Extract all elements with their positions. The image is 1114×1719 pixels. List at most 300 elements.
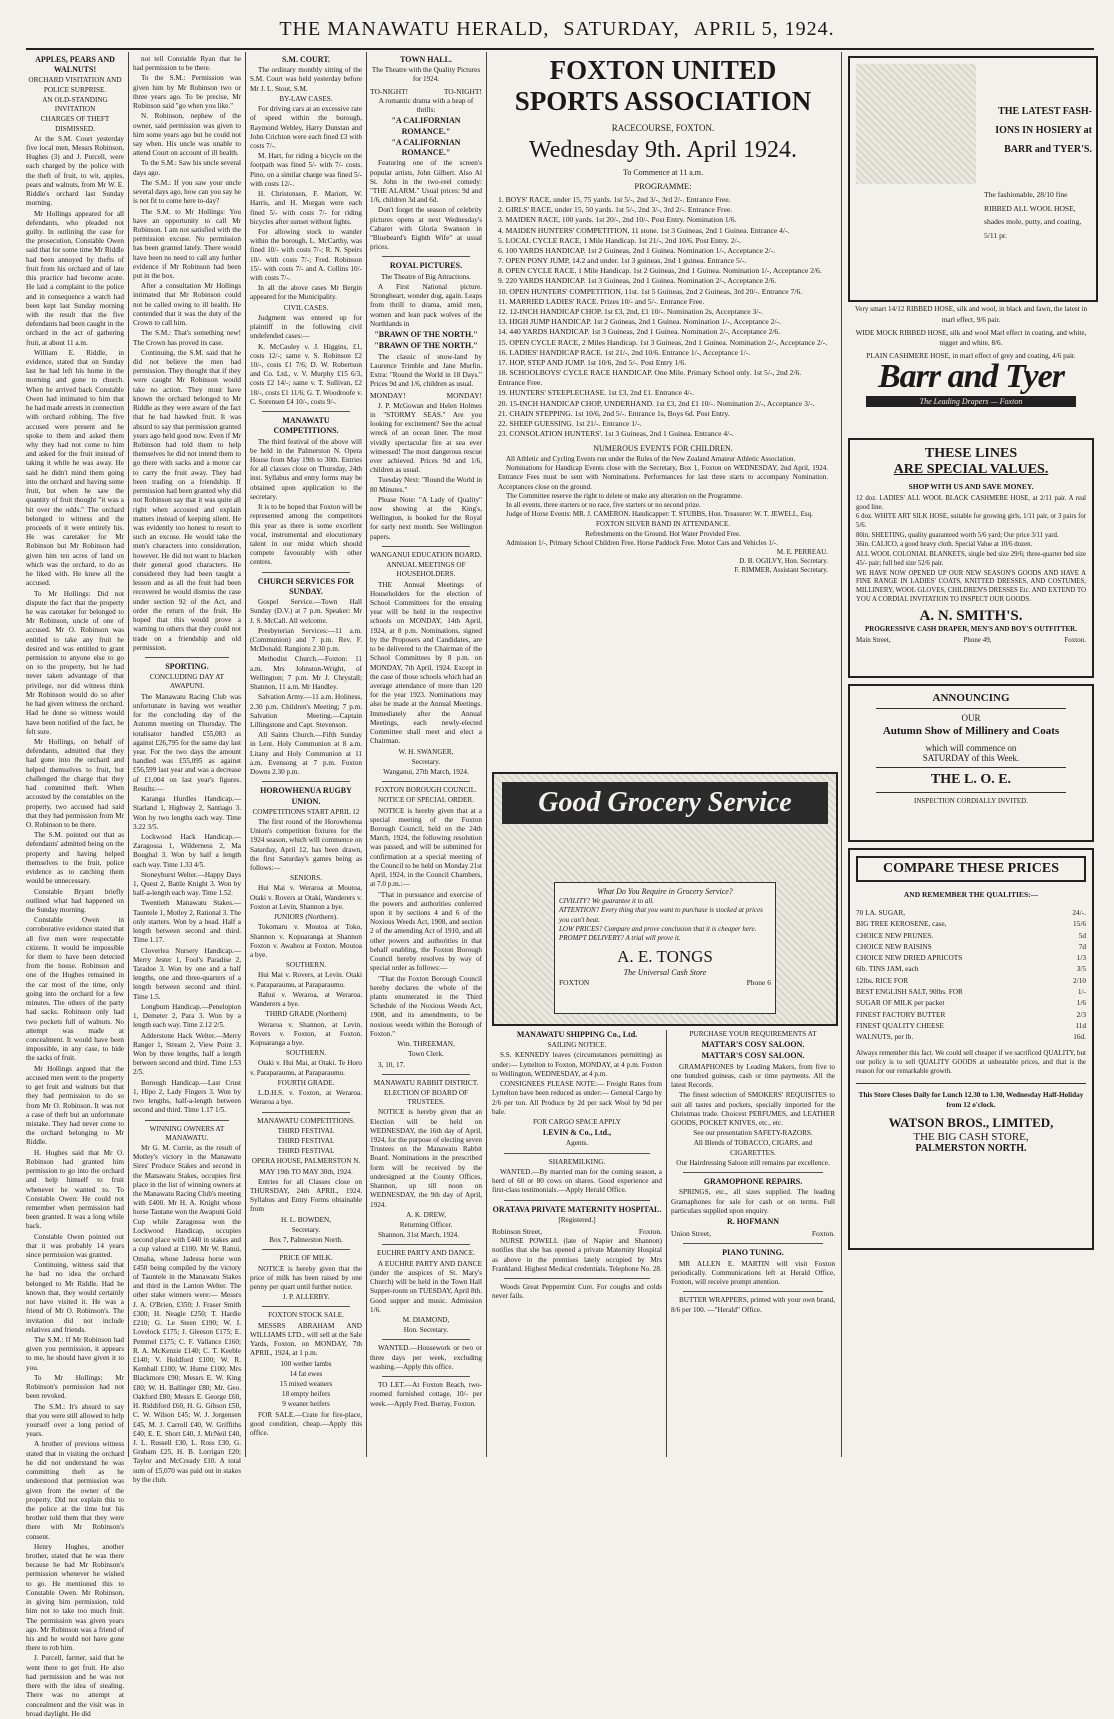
ad-heading: MANAWATU COMPETITIONS. <box>257 1116 355 1125</box>
paragraph: The third festival of the above will be held in the Palmerston N. Opera House from May 19th to 30th. Entries for all classes close on Thursday, 24th inst. Syllabus and entry forms may be obtained upon application to the secretary. <box>250 437 362 501</box>
section-heading: HOROWHENUA RUGBY UNION. <box>260 786 352 806</box>
rules-text: In all events, three starters or no race, five starters or no second prize. <box>506 500 701 509</box>
officials-text: Judge of Horse Events: MR. J. CAMERON. Handicapper: T. STUBBS, Hon. Treasurer: W. T. JEWELL, Esq. <box>506 509 813 518</box>
paragraph: WANTED.—By married man for the coming season, a herd of 60 or 80 cows on shares. Good experience and first-class testimonials.—Apply Herald Office. <box>492 1167 662 1195</box>
price-row <box>856 907 1086 918</box>
section-rule <box>262 411 350 412</box>
sports-event: 1. BOYS' RACE, under 15, 75 yards. 1st 5/-, 2nd 3/-, 3rd 2/-. Entrance Free. <box>498 195 731 205</box>
paragraph: NOTICE is hereby given that an Election will be held on WEDNESDAY, the 16th day of April, 1924, for the purpose of electing seven Trustees on the Manawatu Rabbit Board. Nominations in the prescribed form will be received by the undersigned at the County Offices, Shannon, up till noon on WEDNESDAY, the 9th day of April, 1924. <box>370 1108 482 1209</box>
ad-line: THIRD FESTIVAL <box>277 1126 335 1135</box>
paragraph: THE Annual Meetings of Householders for the election of School Committees for the ensuing year will be held in the respective schools on MONDAY, 14th April, 1924, at 8 p.m. Nominations, signed by the Proposers and Candidates, are to be delivered to the Chairman of the School Committees by 8 p.m. on MONDAY, 7th April, 1924. Except in the case of those schools which had an average attendance of more than 120 for the year 1923. Nominations may also be made at the Annual Meetings. Immediately after the Annual Meetings, each newly-elected Committee shall meet and elect a Chairman. <box>370 580 482 746</box>
price-row <box>856 1031 1086 1042</box>
paragraph: GRAMAPHONES by Leading Makers, from five to one hundred guineas, cash or time payments. All the latest Records. <box>671 1062 835 1090</box>
signature: Secretary. <box>291 1225 321 1234</box>
paragraph: N. Robinson, nephew of the owner, said permission was given to him some years ago but he could not say when. His uncle was unable to attend Court on account of ill health. <box>133 112 241 158</box>
signature: H. L. BOWDEN, <box>280 1215 332 1224</box>
sports-event: 13. HIGH JUMP HANDICAP. 1st 2 Guineas, 2nd 1 Guinea. Nomination 1/-, Acceptance 2/-. <box>498 317 781 327</box>
paragraph: Otaki v. Hui Mai, at Otaki. Te Horo v. Paraparaumu, at Paraparaumu. <box>250 1059 362 1077</box>
film-title: "BRAWN OF THE NORTH." <box>374 330 478 340</box>
ad-line: The Theatre of Big Attractions. <box>381 272 471 281</box>
section-rule <box>382 1244 470 1245</box>
price-row <box>856 997 1086 1008</box>
paragraph: The classic of snow-land by Laurence Trimble and Jane Murfin. Extra: "Round the World in 18 Days." Prices 9d and 1/6, children as usual. <box>370 352 482 389</box>
signature: Hon. Secretary. <box>403 1326 449 1335</box>
paragraph: Weraroa v. Shannon, at Levin. Rovers v. Foxton, at Foxton. Kopuaranga a bye. <box>250 1020 362 1047</box>
classified-ad: TO LET.—At Foxton Beach, two-roomed furnished cottage, 10/- per week.—Apply Fred. Burray, Foxton. <box>370 1381 482 1408</box>
shop-name: MATTAR'S COSY SALOON. <box>701 1051 805 1061</box>
price-item-price: 7d <box>1078 941 1086 951</box>
paragraph: William E. Riddle, in evidence, stated that on Sunday last he had left his home in the morning and gone to church. When he arrived back Constable Owen had intimated to him that he had made arrests in connection with orchard robbing. The five accused were present and he spoke to them and asked them why they had not come to him and asked for the fruit instead of taking it while he was away. He said he didn't mind them going into the orchard and having some fruit, but when he saw the quantity of fruit thought "it was a bit over the odds." The orchard belonged to witness and the proceeds of it were entirely his. He was caretaker for Mr Robinson but Mr Robinson had given him ten acres of land on which was the orchard, to do as he liked with. He knew all the accused. <box>26 348 124 588</box>
column-divider <box>366 52 367 1457</box>
ad-line: 9 weaner heifers <box>282 1400 330 1409</box>
barr-heading-line: BARR and TYER'S. <box>1004 144 1092 155</box>
ad-heading: PIANO TUNING. <box>722 1248 784 1258</box>
loe-name: THE L. O. E. <box>930 772 1012 787</box>
street: Union Street, <box>671 1229 711 1239</box>
ad-line: PURCHASE YOUR REQUIREMENTS AT <box>689 1030 817 1038</box>
sports-event: 8. OPEN CYCLE RACE, 1 Mile Handicap. 1st 2 Guineas, 2nd 1 Guinea. Nomination 1/-, Acceptance 2/6. <box>498 266 822 276</box>
section-heading: CHURCH SERVICES FOR SUNDAY. <box>257 576 355 596</box>
address-row <box>492 1226 662 1237</box>
ad-line: Our Hairdressing Saloon still remains par excellence. <box>676 1158 830 1167</box>
ad-line: OPERA HOUSE, PALMERSTON N. <box>251 1157 361 1166</box>
monday-row <box>370 390 482 401</box>
watson-name: WATSON BROS., LIMITED, <box>888 1115 1054 1131</box>
paragraph: Mr G. M. Currie, as the result of Motley's victory in the Manawatu Sires' Produce Stakes and second in the Manawatu Stakes, occupies first place in the list of winning owners at the Manawatu Racing Club's meeting with £400. Mr H. A. Knight whose horse Tautane won the Awapuni Gold Cup while Zaragossa won the Lockwood Handicap, occupies second place with £440 in stakes and a cup valued at £100. Mr W. Ranui, Omaha, whose Jadessa horse won £450 being compiled by the victory of Tauntele in the Manawatu Stakes and third in the Lanton Welter. The other stake winners were:— Messrs J. A. O'Brien, £350; J. Fraser Smith £300; H. Neagle £250; T. Hardie £210; G. Le Steen £190; W. I. Lovelock £175; J. Gleeson £175; E. Pemmel £175; C. F. Vallance £160; R. A. McKenzie £140; C. T. Keeble £140; V. Holdford £100; W. R. Kemball £100; W. Hume £100; Mrs Blackmore £90; Messrs E. W. King £80; W. H. Ballinger £80; Mr. Geo. Oakford £80; Messrs E. George £60, H. Riddiford £60, H. G. Gibson £50, C. W. Wilson £45; W. J. Jorgensen £45, M. J. Carroll £40, W. Griffiths £40; E. E. Short £40, J. McNeil £40, J. L. Russell £30, L. Ross £30, G. Graham £25, H. B. Lorrigan £20; Taylor and McCready £10. A total sum of £5,070 was paid out in stakes by the club. <box>133 1143 241 1484</box>
price-row <box>856 952 1086 963</box>
paragraph: Longburn Handicap.—Penelopion 1, Demeter 2, Para 3. Won by a length each way. Time 2.12 2/5. <box>133 1002 241 1030</box>
paragraph: Continuing, the S.M. said that he did not believe the men had permission. They thought that if they were caught Mr Robinson would take no action. They must have known the orchard belonged to Mr Riddle as they were aware of the fact that he had hawked fruit. It was absurd to say that permission granted years ago held good now. Even if Mr Robinson had told them to help themselves he did not intend them to go there with sacks and a motor car to carry the fruit away. They had been trading on a friendship. If permission had been granted why did not Robinson say that it was quite all right when accosted and explain matters instead of keeping silent. He was evidently too honest to resort to such an excuse. He would take the men's characters into consideration, however. He did not want to blacken their general good characters. He considered they had been taught a lesson and as all the fruit had been recovered he would dismiss the case under section 92 of the Act, and order the return of the fruit. He hoped that this would prove a warning to others that they could not trade on a friendship and old permission. <box>133 348 241 652</box>
grade-heading: SENIORS. <box>290 874 322 883</box>
classified-ad: WANTED.—Housework or two or three days per week, excluding washing.—Apply this office. <box>370 1344 482 1371</box>
grocery-point: PROMPT DELIVERY? A trial will prove it. <box>559 933 681 942</box>
column-6 <box>671 1030 835 1459</box>
grocery-point: CIVILITY? We guarantee it to all. <box>559 897 655 906</box>
paragraph: Tuesday Next: "Round the World in 80 Minutes." <box>370 476 482 494</box>
column-divider <box>841 52 842 1457</box>
grocery-panel <box>554 882 776 1014</box>
ad-subhead: NOTICE OF SPECIAL ORDER. <box>378 796 474 805</box>
band-notice: FOXTON SILVER BAND IN ATTENDANCE. <box>596 519 730 528</box>
watson-remember: AND REMEMBER THE QUALITIES:— <box>903 890 1039 899</box>
loe-invite: INSPECTION CORDIALLY INVITED. <box>914 797 1028 805</box>
section-heading: MANAWATU COMPETITIONS. <box>273 416 339 436</box>
watson-note: Always remember this fact. We could sell cheaper if we sacrificed QUALITY, but our policy is to sell QUALITY GOODS at unbeatable prices, and that is the reason for our remarkable growth. <box>856 1048 1086 1076</box>
loe-our: OUR <box>961 713 981 723</box>
price-item-name: BIG TREE KEROSENE, case, <box>856 919 947 929</box>
sports-event: 19. HUNTERS' STEEPLECHASE. 1st £3, 2nd £1. Entrance 4/-. <box>498 388 695 398</box>
paragraph: The S.M. pointed out that as defendants' admitted being on the property and having helped themselves to the fruit, police evidence as to catching them would be unnecessary. <box>26 831 124 886</box>
barr-item: WIDE MOCK RIBBED HOSE, silk and wool Marl effect in coating, and white, nigger and white, 8/6. <box>855 328 1087 348</box>
price-row <box>856 941 1086 952</box>
paragraph: Mr Hollings, on behalf of defendants, admitted that they had gone into the orchard and helped themselves to fruit, but challenged the charge that they had committed theft. When accosted by the constables on the property, two accused had said that they had permission from Mr O. Robinson to be there. <box>26 738 124 829</box>
masthead <box>0 18 1114 41</box>
paragraph: In all the above cases Mr Bergin appeared for the Municipality. <box>250 284 362 302</box>
section-subhead: COMPETITIONS START APRIL 12 <box>252 807 360 816</box>
price-item-price: 3/5 <box>1076 964 1086 974</box>
sports-event: 16. LADIES' HANDICAP RACE. 1st 21/-, 2nd 10/6. Entrance 1/-, Acceptance 1/-. <box>498 347 751 357</box>
ad-line: All Blends of TOBACCO, CIGARS, and CIGARETTES. <box>693 1139 813 1157</box>
sports-programme-heading: PROGRAMME: <box>634 181 692 192</box>
sports-event: 18. SCHOOLBOYS' CYCLE RACE HANDICAP. One Mile. Primary School only. 1st 5/-, 2nd 2/6. Entrance Free. <box>498 368 802 388</box>
signature: A. K. DREW, <box>406 1210 446 1219</box>
admission-notice: Admission 1/-, Primary School Children Free. Horse Paddock Free. Motor Cars and Vehicles 1/-. <box>506 539 778 548</box>
column-4 <box>370 55 482 1459</box>
barr-logo <box>866 358 1076 407</box>
price-item-name: WALNUTS, per lb. <box>856 1032 914 1042</box>
ad-line: 100 wether lambs <box>280 1359 332 1368</box>
signature: F. RIMMER, Assistant Secretary. <box>734 566 828 575</box>
article-subhead: CHARGES OF THEFT DISMISSED. <box>40 115 110 133</box>
price-item-price: 5d <box>1078 930 1086 940</box>
paragraph: The S.M.: If you saw your uncle several days ago, how can you say he is not fit to come here to-day? <box>133 178 241 206</box>
paragraph: The finest selection of SMOKERS' REQUISITES to suit all tastes and pockets, specially imported for the Christmas trade. Choicest PERFUMES, and LEATHER GOODS, POCKET KNIVES, etc., etc. <box>671 1091 835 1127</box>
smith-item: ALL WOOL COLONIAL BLANKETS, single bed size 29/6; three-quarter bed size 45/- pair; full bed size 52/6 pair. <box>856 551 1086 567</box>
paragraph: The S.M.: It's absurd to say that you were still allowed to help yourself over a long period of years. <box>26 1402 124 1439</box>
paragraph: Cloverlea Nursery Handicap.—Merry Jester 1, Fool's Paradise 2, Taradoe 3. Won by one and a half lengths, one and three-quarters of a length between second and third. Time 1.5. <box>133 946 241 1001</box>
masthead-day: SATURDAY, <box>563 18 680 40</box>
sports-event: 22. SHEEP GUESSING. 1st 21/-. Entrance 1/-. <box>498 418 642 428</box>
paragraph: Karanga Hurdles Handicap.—Starland 1, Highway 2, Santiago 3. Won by two lengths each way. Time 3.22 3/5. <box>133 795 241 831</box>
loe-autumn-show: Autumn Show of Millinery and Coats <box>882 725 1060 737</box>
price-item-price: 24/-. <box>1072 908 1086 917</box>
smith-item: WE HAVE NOW OPENED UP OUR NEW SEASON'S GOODS AND HAVE A FINE RANGE IN LADIES' COATS, KNITTED DRESSES, AND COSTUMES, MILLINERY, WOOL GLOVES, CHILDREN'S DRESSES Etc. AND EXTEND TO YOU A CORDIAL INVITATION TO INSPECT OUR GOODS. <box>856 569 1086 603</box>
price-item-price: 2/10 <box>1073 975 1086 985</box>
section-rule <box>262 1306 350 1307</box>
section-rule <box>504 1278 650 1279</box>
sports-event: 7. OPEN PONY JUMP, 14.2 and under. 1st 3 guineas, 2nd 1 guinea. Entrance 5/-. <box>498 256 747 266</box>
price-item-price: 2/3 <box>1076 1009 1086 1019</box>
paragraph: At the S.M. Court yesterday five local men, Messrs Robinson, Hughes (3) and J. Purcell, were each charged by the police with the theft of fruit, to wit, apples, pears and walnuts, from Mr W. E. Riddle's orchard last Sunday morning. <box>26 134 124 208</box>
paragraph: L.D.H.S. v. Foxton, at Weraroa. Weraroa a bye. <box>250 1089 362 1107</box>
ad-subhead: ELECTION OF BOARD OF TRUSTEES. <box>383 1088 469 1107</box>
smith-tagline: PROGRESSIVE CASH DRAPER, MEN'S AND BOY'S OUTFITTER. <box>865 625 1077 634</box>
sports-event: 15. OPEN CYCLE RACE, 2 Miles Handicap. 1st 3 Guineas, 2nd 1 Guinea. Nomination 2/-, Acceptance 2/-. <box>498 337 828 347</box>
ad-line: MAY 19th TO MAY 30th, 1924. <box>259 1167 353 1176</box>
sports-event: 2. GIRLS' RACE, under 15, 50 yards. 1st 5/-, 2nd 3/-, 3rd 2/-. Entrance Free. <box>498 205 733 215</box>
paragraph: Stoneyhurst Welter.—Happy Days 1, Quest 2, Battle Knight 3. Won by half-a-length each way. Time 1.52. <box>133 870 241 898</box>
signature: Secretary. <box>411 757 441 766</box>
section-rule <box>683 1291 823 1292</box>
ad-line: Agents. <box>565 1139 589 1148</box>
paragraph: H. Hughes said that Mr O. Robinson had granted him permission to go into the orchard and help himself to fruit whenever he wanted to. To Constable Owen: He could not remember when permission had been granted. It was a long while back. <box>26 1148 124 1231</box>
section-rule <box>504 1153 650 1154</box>
paragraph: Tokomaru v. Moutoa at Toko, Shannon v. Kopuaranga at Shannon Foxton v. Awahou at Foxton. Moutoa a bye. <box>250 923 362 960</box>
section-rule <box>382 546 470 547</box>
ad-line: Wanganui, 27th March, 1924. <box>383 767 469 776</box>
paragraph: Judgment was entered up for plaintiff in the following civil undefended cases:— <box>250 313 362 341</box>
watson-tagline: THE BIG CASH STORE, <box>913 1131 1029 1144</box>
ad-heading: SHAREMILKING. <box>548 1157 606 1166</box>
price-row <box>856 975 1086 986</box>
section-rule <box>262 572 350 573</box>
paragraph: Constable Owen in corroborative evidence stated that all five men were respectable citizens. It would be impossible for them to have been detected from the house. Robinson and one of the Hughes remained in the car most of the time, only going into the orchard for a few minutes. The others of the party had sacks. Robinson only had two pockets full of walnuts. No attempt was made at concealment. It would have been impossible, in any case, to hide the sacks of fruit. <box>26 916 124 1063</box>
article-subhead: ORCHARD VISITATION AND POLICE SURPRISE. <box>28 76 122 94</box>
sports-event: 14. 440 YARDS HANDICAP. 1st 3 Guineas, 2nd 1 Guinea. Nomination 2/-, Acceptance 2/6. <box>498 327 781 337</box>
masthead-date: APRIL 5, 1924. <box>693 18 835 40</box>
tonight-label: TO-NIGHT! <box>370 86 409 96</box>
section-rule <box>145 1120 229 1121</box>
price-item-price: 1/3 <box>1076 953 1086 963</box>
paragraph: Mr Hollings appeared for all defendants, who pleaded not guilty. In outlining the case for the prosecution, Constable Owen said that for some time Mr Riddle had been annoyed by thefts of fruit from his orchard and of late this practice had become acute. He laid a complaint to the police and in consequence a watch had been kept last Sunday morning with the result that the five defendants had been caught in the orchard in the act of gathering fruit, at about 11 a.m. <box>26 209 124 347</box>
column-1 <box>26 55 124 1718</box>
paragraph: A First National picture. Strongheart, wonder dog, again. Leaps from thrill to drama, amid men, women and lean pack wolves of the Northlands in <box>370 282 482 328</box>
paragraph: Entries for all Classes close on THURSDAY, 24th APRIL, 1924. Syllabus and Entry Forms obtainable from <box>250 1177 362 1214</box>
shop-name: MATTAR'S COSY SALOON. <box>701 1040 805 1050</box>
signature: J. P. ALLERBY. <box>282 1293 330 1302</box>
signature: Returning Officer. <box>399 1221 453 1229</box>
ad-line: THIRD FESTIVAL <box>277 1147 335 1156</box>
loe-ad <box>848 684 1094 842</box>
tongs-grocery-ad <box>492 772 838 1026</box>
watson-title: COMPARE THESE PRICES <box>856 856 1086 882</box>
ad-subhead: ANNUAL MEETINGS OF HOUSEHOLDERS. <box>386 561 466 579</box>
column-divider <box>128 52 129 1457</box>
column-divider <box>486 52 487 1457</box>
ad-heading: MANAWATU SHIPPING Co., Ltd. <box>516 1030 638 1039</box>
sports-event: 4. MAIDEN HUNTERS' COMPETITION, 11 stone. 1st 3 Guineas, 2nd 1 Guinea. Entrance 4/-. <box>498 225 790 235</box>
price-row <box>856 986 1086 997</box>
paragraph: Continuing, witness said that he had no idea the orchard belonged to Mr Riddle. Had he known that, they would certainly not have visited it. He was a friend of Mr O. Robinson's. The invitation did not include relatives and friends. <box>26 1261 124 1334</box>
smith-name: A. N. SMITH'S. <box>919 608 1023 625</box>
column-divider <box>245 52 246 1457</box>
smith-heading: ARE SPECIAL VALUES. <box>893 462 1049 477</box>
section-rule <box>262 1112 350 1113</box>
paragraph: NURSE POWELL (late of Napier and Shannon) notifies that she has opened a private Maternity Hospital as above in the premises lately occupied by Mrs Frankland. Highest Medical credentials. Telephone No. 28. <box>492 1237 662 1273</box>
classified-ad: Woods Great Peppermint Cure. For coughs and colds never fails. <box>492 1283 662 1301</box>
grade-heading: FOURTH GRADE. <box>277 1078 335 1087</box>
price-item-name: FINEST QUALITY CHEESE <box>856 1020 944 1030</box>
paragraph: Hui Mai v. Weraroa at Moutoa, Otaki v. Rovers at Otaki, Wanderers v. Foxton at Levin, Shannon a bye. <box>250 884 362 911</box>
signature: W. H. SWANGER, <box>398 747 454 756</box>
paragraph: H. Christensen, F. Mariott, W. Harris, and H. Morgan were each fined 5/- with costs 7/- for riding bicycles after sunset without lights. <box>250 190 362 226</box>
paragraph: FOR SALE.—Crate for fire-place, good condition, cheap.—Apply this office. <box>250 1410 362 1438</box>
paragraph: The ordinary monthly sitting of the S.M. Court was held yesterday before Mr J. L. Stout, S.M. <box>250 66 362 93</box>
paragraph: Adderstone Hack Welter.—Merry Ranger 1, Stream 2, View Point 3. Won by three lengths, half a length between second and third. Time 1.53 2/5. <box>133 1031 241 1077</box>
section-heading: ROYAL PICTURES. <box>389 261 463 271</box>
paragraph: Presbyterian Services:—11 a.m. (Communion) and 7 p.m. Rev. F. McDonald. Rangiotu 2.30 p.m. <box>250 626 362 654</box>
rules-text: Nominations for Handicap Events close with the Secretary, Box 1, Foxton on WEDNESDAY, 2nd April, 1924. Entrance Fees must be sent with Nominations. Performances for last three starts to accompany Nomination. Acceptances close on the ground. <box>498 464 828 491</box>
grocer-name: A. E. TONGS <box>617 946 713 966</box>
sports-event: 3. MAIDEN RACE, 100 yards. 1st 20/-, 2nd 10/-. Post Entry. Nomination 1/6. <box>498 215 737 225</box>
signature: D. B. OGILVY, Hon. Secretary. <box>739 557 828 566</box>
paragraph: J. Purcell, farmer, said that he went there to get fruit. He also had permission and he was not there with the idea of stealing. There was no attempt at concealment and the visit was in broad daylight. He did <box>26 1654 124 1718</box>
paragraph: After a consultation Mr Hollings intimated that Mr Robinson could not be called owing to ill health. He contended that it was the duty of the Crown to call him. <box>133 282 241 328</box>
sports-event: 21. CHAIN STEPPING. 1st 10/6, 2nd 5/-. Entrance 1s, Boys 6d. Post Entry. <box>498 408 730 418</box>
paragraph: All Saints Church.—Fifth Sunday in Lent. Holy Communion at 8 a.m. Litany and Holy Communion at 11 a.m. Evensong at 7 p.m. Foxton Downs 2.30 p.m. <box>250 731 362 777</box>
section-subhead: CIVIL CASES. <box>283 303 329 312</box>
sports-venue: RACECOURSE, FOXTON. <box>611 123 715 134</box>
paragraph: The S.M.: That's something new! The Crown has proved its case. <box>133 329 241 347</box>
classified-ad: BUTTER WRAPPERS, printed with your own brand, 8/6 per 100. —"Herald" Office. <box>671 1296 835 1314</box>
section-heading: S.M. COURT. <box>281 55 330 64</box>
paragraph: To Mr Hollings: Mr Robinson's permission had not been revoked. <box>26 1373 124 1401</box>
price-item-name: CHOICE NEW PRUNES. <box>856 930 934 940</box>
sports-association-ad <box>492 53 834 767</box>
smith-street: Main Street, <box>856 636 891 645</box>
watson-hours: This Store Closes Daily for Lunch 12.30 to 1.30, Wednesday Half-Holiday from 12 o'clock. <box>858 1090 1084 1109</box>
ad-line: FOR CARGO SPACE APPLY <box>533 1117 621 1126</box>
hosiery-illustration <box>856 64 976 184</box>
barr-logo-script: Barr and Tyer <box>878 358 1064 395</box>
smith-heading: THESE LINES <box>924 446 1018 461</box>
section-subhead: WINNING OWNERS AT MANAWATU. <box>149 1124 225 1142</box>
paragraph: A EUCHRE PARTY AND DANCE (under the auspices of St. Mary's Church) will be held in the Town Hall Supper-room on TUESDAY, April 8th. Good supper and music. Admission 1/6. <box>370 1259 482 1314</box>
barr-item: PLAIN CASHMERE HOSE, in marl effect of grey and coating, 4/6 pair. <box>866 352 1076 361</box>
price-row <box>856 1020 1086 1031</box>
masthead-rule <box>26 48 1094 50</box>
paragraph: K. McCauley v. J. Higgins, £1, costs 12/-; same v. S. Robinson £2 10/-, costs £1 7/6; D. W. Robertson and Co. Ltd., v. V. Murphy £15 6/3, costs £2 14/-; same v. T. Sullivan, £2 18/-, costs £1 11/6; G. T. Woodroofe v. C. Sorensen £4 10/-, costs 9/-. <box>250 342 362 406</box>
paragraph: Rahui v. Weraroa, at Weraroa. Wanderers a bye. <box>250 990 362 1009</box>
grade-heading: THIRD GRADE (Northern) <box>265 1010 347 1019</box>
sports-event: 6. 100 YARDS HANDICAP. 1st 2 Guineas, 2nd 1 Guinea. Nomination 1/-, Acceptance 2/-. <box>498 245 776 255</box>
section-heading: SPORTING. <box>165 662 209 671</box>
grade-heading: JUNIORS (Northern). <box>274 913 338 922</box>
price-item-name: 6lb. TINS JAM, each <box>856 964 919 974</box>
section-rule <box>145 657 229 658</box>
watson-price-list <box>856 907 1086 1043</box>
section-rule <box>382 256 470 257</box>
children-events: NUMEROUS EVENTS FOR CHILDREN. <box>593 444 733 454</box>
paragraph: To the S.M.: Permission was given him by Mr Robinson two or three years ago. To be precise, Mr Robinson said "go when you like." <box>133 74 241 111</box>
paragraph: Gospel Service.—Town Hall Sunday (D.V.) at 7 p.m. Speaker: Mr J. S. McCall. All welcome. <box>250 598 362 625</box>
watson-ad <box>848 848 1094 1250</box>
sports-event: 17. HOP, STEP AND JUMP. 1st 10/6, 2nd 5/-. Post Entry 1/6. <box>498 357 687 367</box>
sports-event: 12. 12-INCH HANDICAP CHOP. 1st £3, 2nd, £1 10/-. Nomination 2s, Acceptance 3/-. <box>498 306 763 316</box>
masthead-paper: THE MANAWATU HERALD, <box>279 18 550 40</box>
town: Foxton. <box>638 1226 662 1236</box>
ad-subhead: SAILING NOTICE. <box>547 1041 607 1050</box>
grocery-point: LOW PRICES? Compare and prove conclusion that it is cheaper here. <box>559 924 757 933</box>
smith-item: 6 doz. WHITE ART SILK HOSE, suitable for growing girls, 1/11 pair, or 3 pairs for 5/6. <box>856 513 1086 530</box>
paragraph: Constable Bryant briefly outlined what had happened on the Sunday morning. <box>26 887 124 914</box>
sports-date: Wednesday 9th. April 1924. <box>528 137 798 164</box>
paragraph: "That the Foxton Borough Council hereby declares the whole of the plants enumerated in the Third Schedule of the Noxious Weeds Act, 1908, and its amendments, to be noxious weeds within the Borough of Foxton." <box>370 974 482 1038</box>
price-item-price: 11d <box>1075 1020 1086 1030</box>
smith-ad <box>848 438 1094 678</box>
paragraph: not tell Constable Ryan that he had permission to be there. <box>133 55 241 73</box>
price-item-price: 15/6 <box>1073 919 1086 929</box>
section-subhead: BY-LAW CASES. <box>279 94 333 103</box>
rules-text: The Committee reserve the right to delete or make any alteration on the Programme. <box>506 491 743 500</box>
barr-heading-line: IONS IN HOSIERY at <box>995 125 1092 136</box>
film-title: "BRAWN OF THE NORTH." <box>374 341 478 351</box>
ad-line: See our presentation SAFETY-RAZORS. <box>693 1129 813 1138</box>
insertion-dates: 3, 10, 17. <box>378 1060 405 1069</box>
paragraph: NOTICE is hereby given that the price of milk has been raised by one penny per quart until further notice. <box>250 1264 362 1292</box>
price-item-name: CHOICE NEW RAISINS <box>856 941 932 951</box>
address-row <box>671 1228 835 1239</box>
ad-heading: PRICE OF MILK. <box>279 1254 333 1263</box>
paragraph: MESSRS ABRAHAM AND WILLIAMS LTD., will sell at the Sale Yards, Foxton, on MONDAY, 7th APRIL, 1924, at 1 p.m. <box>250 1321 362 1358</box>
ad-heading: EUCHRE PARTY AND DANCE. <box>376 1249 476 1258</box>
paragraph: Salvation Army.—11 a.m. Holiness, 2.30 p.m. Children's Meeting; 7 p.m. Salvation Meeting.—Captain Lillingstone and Capt. Stevenson. <box>250 693 362 729</box>
section-rule <box>382 1074 470 1075</box>
grocery-point: ATTENTION? Every thing that you want to purchase is stocked at prices you can't beat. <box>559 906 763 924</box>
price-item-name: 12lbs. RICE FOR <box>856 975 909 985</box>
paragraph: Featuring one of the screen's popular artists, John Gilbert. Also Al St. John in the two-reel comedy: "THE ALARM." Usual prices: 9d and 1/6, children 3d and 6d. <box>370 159 482 205</box>
loe-commence: which will commence on <box>925 743 1017 753</box>
ad-heading: ORATAVA PRIVATE MATERNITY HOSPITAL. <box>492 1204 662 1214</box>
paragraph: MR ALLEN E. MARTIN will visit Foxton periodically. Communications left at Herald Office, Foxton, will receive prompt attention. <box>671 1259 835 1287</box>
sports-title: SPORTS ASSOCIATION <box>514 86 812 117</box>
loe-saturday: SATURDAY of this Week. <box>922 753 1020 763</box>
ad-heading: FOXTON BOROUGH COUNCIL. <box>375 786 477 795</box>
paragraph: To the S.M.: Saw his uncle several days ago. <box>133 159 241 177</box>
loe-announcing: ANNOUNCING <box>932 692 1010 704</box>
ad-line: [Registered.] <box>558 1215 596 1224</box>
barr-tyer-ad <box>848 56 1098 302</box>
rules-text: All Athletic and Cycling Events run under the Rules of the New Zealand Amateur Athletic Association. <box>506 455 796 464</box>
column-3 <box>250 55 362 1459</box>
film-title: "A CALIFORNIAN ROMANCE." <box>391 137 461 158</box>
paragraph: J. P. McGowan and Helen Holmes in "STORMY SEAS." Are you looking for excitement? See the actual wreck of an ocean liner. The most vividly spectacular fire at sea ever witnessed! The most dangerous rescue ever achieved. Prices 9d and 1/6, children as usual. <box>370 401 482 475</box>
section-rule <box>382 1376 470 1377</box>
barr-heading-line: THE LATEST FASH- <box>998 106 1092 117</box>
watson-town: PALMERSTON NORTH. <box>915 1143 1027 1155</box>
signature: Wm. THREEMAN, <box>397 1040 455 1049</box>
section-rule <box>262 1249 350 1250</box>
ad-line: A romantic drama with a heap of thrills: <box>378 96 474 115</box>
section-rule <box>382 781 470 782</box>
paragraph: The S.M. to Mr Hollings: You have an opportunity to call Mr Robinson. I am not satisfied with the permission excuse. No permission has been granted lately. There would have been no need to call any further evidence if Mr Robinson had been put in the box. <box>133 207 241 281</box>
barr-logo-tagline: The Leading Drapers — Foxton <box>866 396 1076 407</box>
paragraph: Shannon, 31st March, 1924. <box>378 1231 460 1240</box>
paragraph: For allowing stock to wander within the borough, L. McCarthy, was fined 10/- with costs 7/-; R. N. Speirs 10/- with costs 7/-; Fred. Robinson 15/- with costs 7/- and A. Collins 10/- with costs 7/-. <box>250 227 362 283</box>
paragraph: NOTICE is hereby given that at a special meeting of the Foxton Borough Council, held on the 24th March, 1924, the following resolution was passed, and will be submitted for confirmation at a special meeting of the Council to be held on Monday 21st April, 1924, in the Council Chambers, at 7.0 p.m.:— <box>370 806 482 889</box>
grocer-tagline: The Universal Cash Store <box>623 967 707 977</box>
ad-heading: FOXTON STOCK SALE. <box>268 1311 344 1320</box>
sports-commence: To Commence at 11 a.m. <box>622 168 703 178</box>
column-5 <box>492 1030 662 1459</box>
sports-event: 20. 15-INCH HANDICAP CHOP, UNDERHAND. 1st £3, 2nd £1 10/-. Nomination 2/-, Acceptance 3/-. <box>498 398 815 408</box>
signature: R. HOFMANN <box>727 1216 779 1226</box>
barr-item: Very smart 14/12 RIBBED HOSE, silk and wool, in black and fawn, the latest in marl effect, 9/6 pair. <box>854 305 1088 324</box>
grade-heading: SOUTHERN. <box>285 1049 327 1058</box>
grocery-question: What Do You Require in Grocery Service? <box>597 887 733 896</box>
section-rule <box>262 781 350 782</box>
signature: Town Clerk. <box>408 1050 444 1059</box>
ad-heading: WANGANUI EDUCATION BOARD. <box>370 550 482 559</box>
barr-description: The fashionable, 28/10 fine RIBBED ALL WOOL HOSE, shades mole, putty, and coating, 5/11 pr. <box>984 190 1082 240</box>
paragraph: Mr Hollings argued that the accused men went to the property to get fruit and walnuts but that they had permission to do so from Mr O. Robinson. It was not a case of theft but an unfortunate mistake. They had never come to the orchard belonging to Mr Riddle. <box>26 1064 124 1147</box>
ad-heading: GRAMOPHONE REPAIRS. <box>703 1177 803 1187</box>
sports-title: FOXTON UNITED <box>549 55 777 85</box>
sports-event-list <box>498 195 828 439</box>
section-heading: TOWN HALL. <box>400 55 452 64</box>
price-item-price: 16d. <box>1073 1032 1086 1042</box>
paragraph: The S.M.: If Mr Robinson had given you permission, it appears to me, he should have given it to you. <box>26 1336 124 1372</box>
signature: M. DIAMOND, <box>402 1315 450 1324</box>
column-divider <box>666 1030 667 1457</box>
paragraph: CONSIGNEES PLEASE NOTE:— Freight Rates from Lyttelton have been reduced as under:— General Cargo by 2/6 per ton. All Produce by 2d per sack Wool by 9d per bale. <box>492 1080 662 1116</box>
price-item-name: 70 LA. SUGAR, <box>856 908 906 917</box>
ad-line: 14 fat ewes <box>289 1369 323 1378</box>
section-subhead: CONCLUDING DAY AT AWAPUNI. <box>149 673 225 691</box>
barr-heading <box>995 102 1092 159</box>
signature: M. E. PERREAU. <box>776 548 828 557</box>
paragraph: Henry Hughes, another brother, stated that he was there because he had Mr Robinson's permission whenever he wished to go. He mentioned this to Constable Owen. Mr Robinson, in giving him permission, told him not to take too much fruit. The permission was given years ago. Mr Robinson was a friend of his and he would not have gone there to rob him. <box>26 1542 124 1653</box>
section-rule <box>504 1200 650 1201</box>
paragraph: Please Note: "A Lady of Quality" now showing at the King's, Wellington, is booked for the Royal for early next month. See Wellington papers. <box>370 495 482 541</box>
grocer-phone: Phone 6 <box>746 978 771 988</box>
sports-event: 10. OPEN HUNTERS' COMPETITION, 11st. 1st 5 Guineas, 2nd 2 Guineas, 3rd 20/-. Entrance 7/6. <box>498 286 803 296</box>
price-item-name: BEST ENGLISH SALT, 90lbs. FOR <box>856 987 963 997</box>
ad-line: Box 7, Palmerston North. <box>269 1236 343 1245</box>
section-rule <box>683 1243 823 1244</box>
paragraph: Don't forget the season of celebrity pictures opens at next Wednesday's Cabaret with Gloria Swanson in "Bluebeard's Eighth Wife" at usual prices. <box>370 206 482 252</box>
grade-heading: SOUTHERN. <box>285 961 327 970</box>
